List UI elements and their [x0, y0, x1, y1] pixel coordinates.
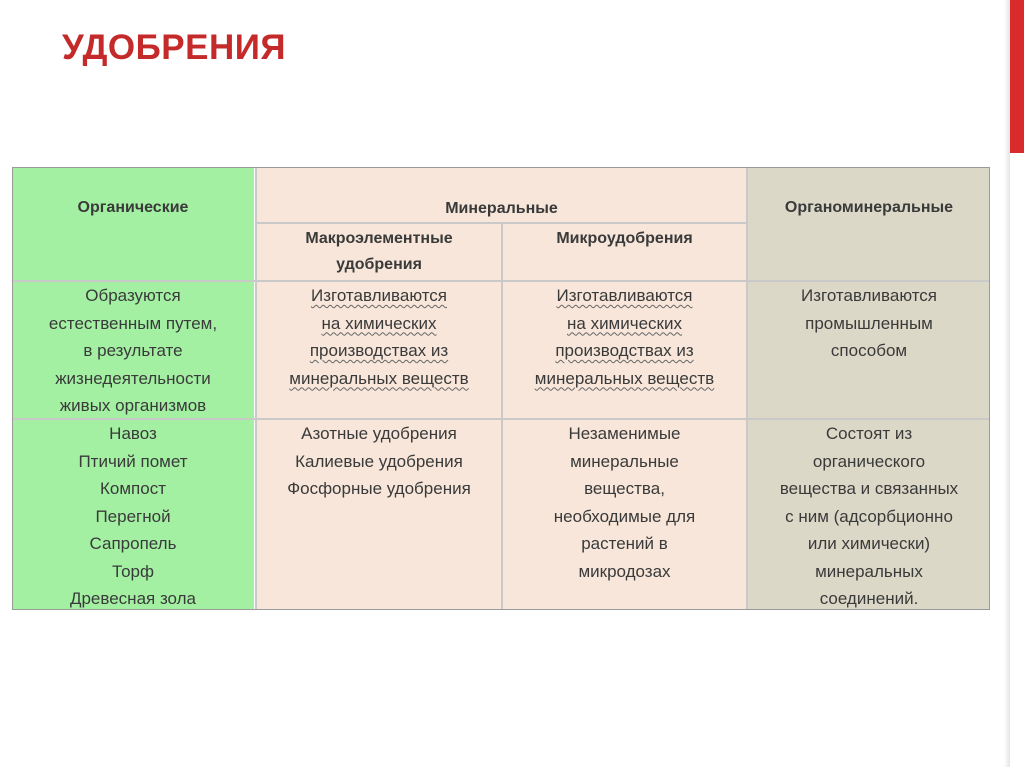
- row1-organomineral: Изготавливаются промышленным способом: [748, 282, 990, 418]
- row1-micro: Изготавливаются на химических производствах из минеральных веществ: [503, 282, 746, 418]
- header-micro: Микроудобрения: [503, 224, 746, 280]
- grid-vline: [255, 167, 257, 610]
- row2-macro: Азотные удобрения Калиевые удобрения Фосфорные удобрения: [257, 420, 501, 610]
- header-mineral: Минеральные: [257, 167, 746, 222]
- page-title: УДОБРЕНИЯ: [62, 28, 287, 67]
- page-edge-shadow: [1004, 0, 1010, 767]
- grid-hline: [12, 418, 990, 420]
- grid-hline: [12, 280, 990, 282]
- row1-macro: Изготавливаются на химических производствах из минеральных веществ: [257, 282, 501, 418]
- header-macro: Макроэлементные удобрения: [257, 224, 501, 280]
- grid-hline: [257, 222, 746, 224]
- grid-vline: [746, 167, 748, 610]
- row2-organomineral: Состоят из органического вещества и связанных с ним (адсорбционно или химически) минеральных соединений.: [748, 420, 990, 610]
- row2-organic: Навоз Птичий помет Компост Перегной Сапропель Торф Древесная зола: [12, 420, 254, 610]
- header-organic: Органические: [12, 167, 254, 280]
- row2-micro: Незаменимые минеральные вещества, необходимые для растений в микродозах: [503, 420, 746, 610]
- header-organomineral: Органоминеральные: [748, 167, 990, 280]
- row1-organic: Образуются естественным путем, в результате жизнедеятельности живых организмов: [12, 282, 254, 418]
- accent-bar: [1010, 0, 1024, 153]
